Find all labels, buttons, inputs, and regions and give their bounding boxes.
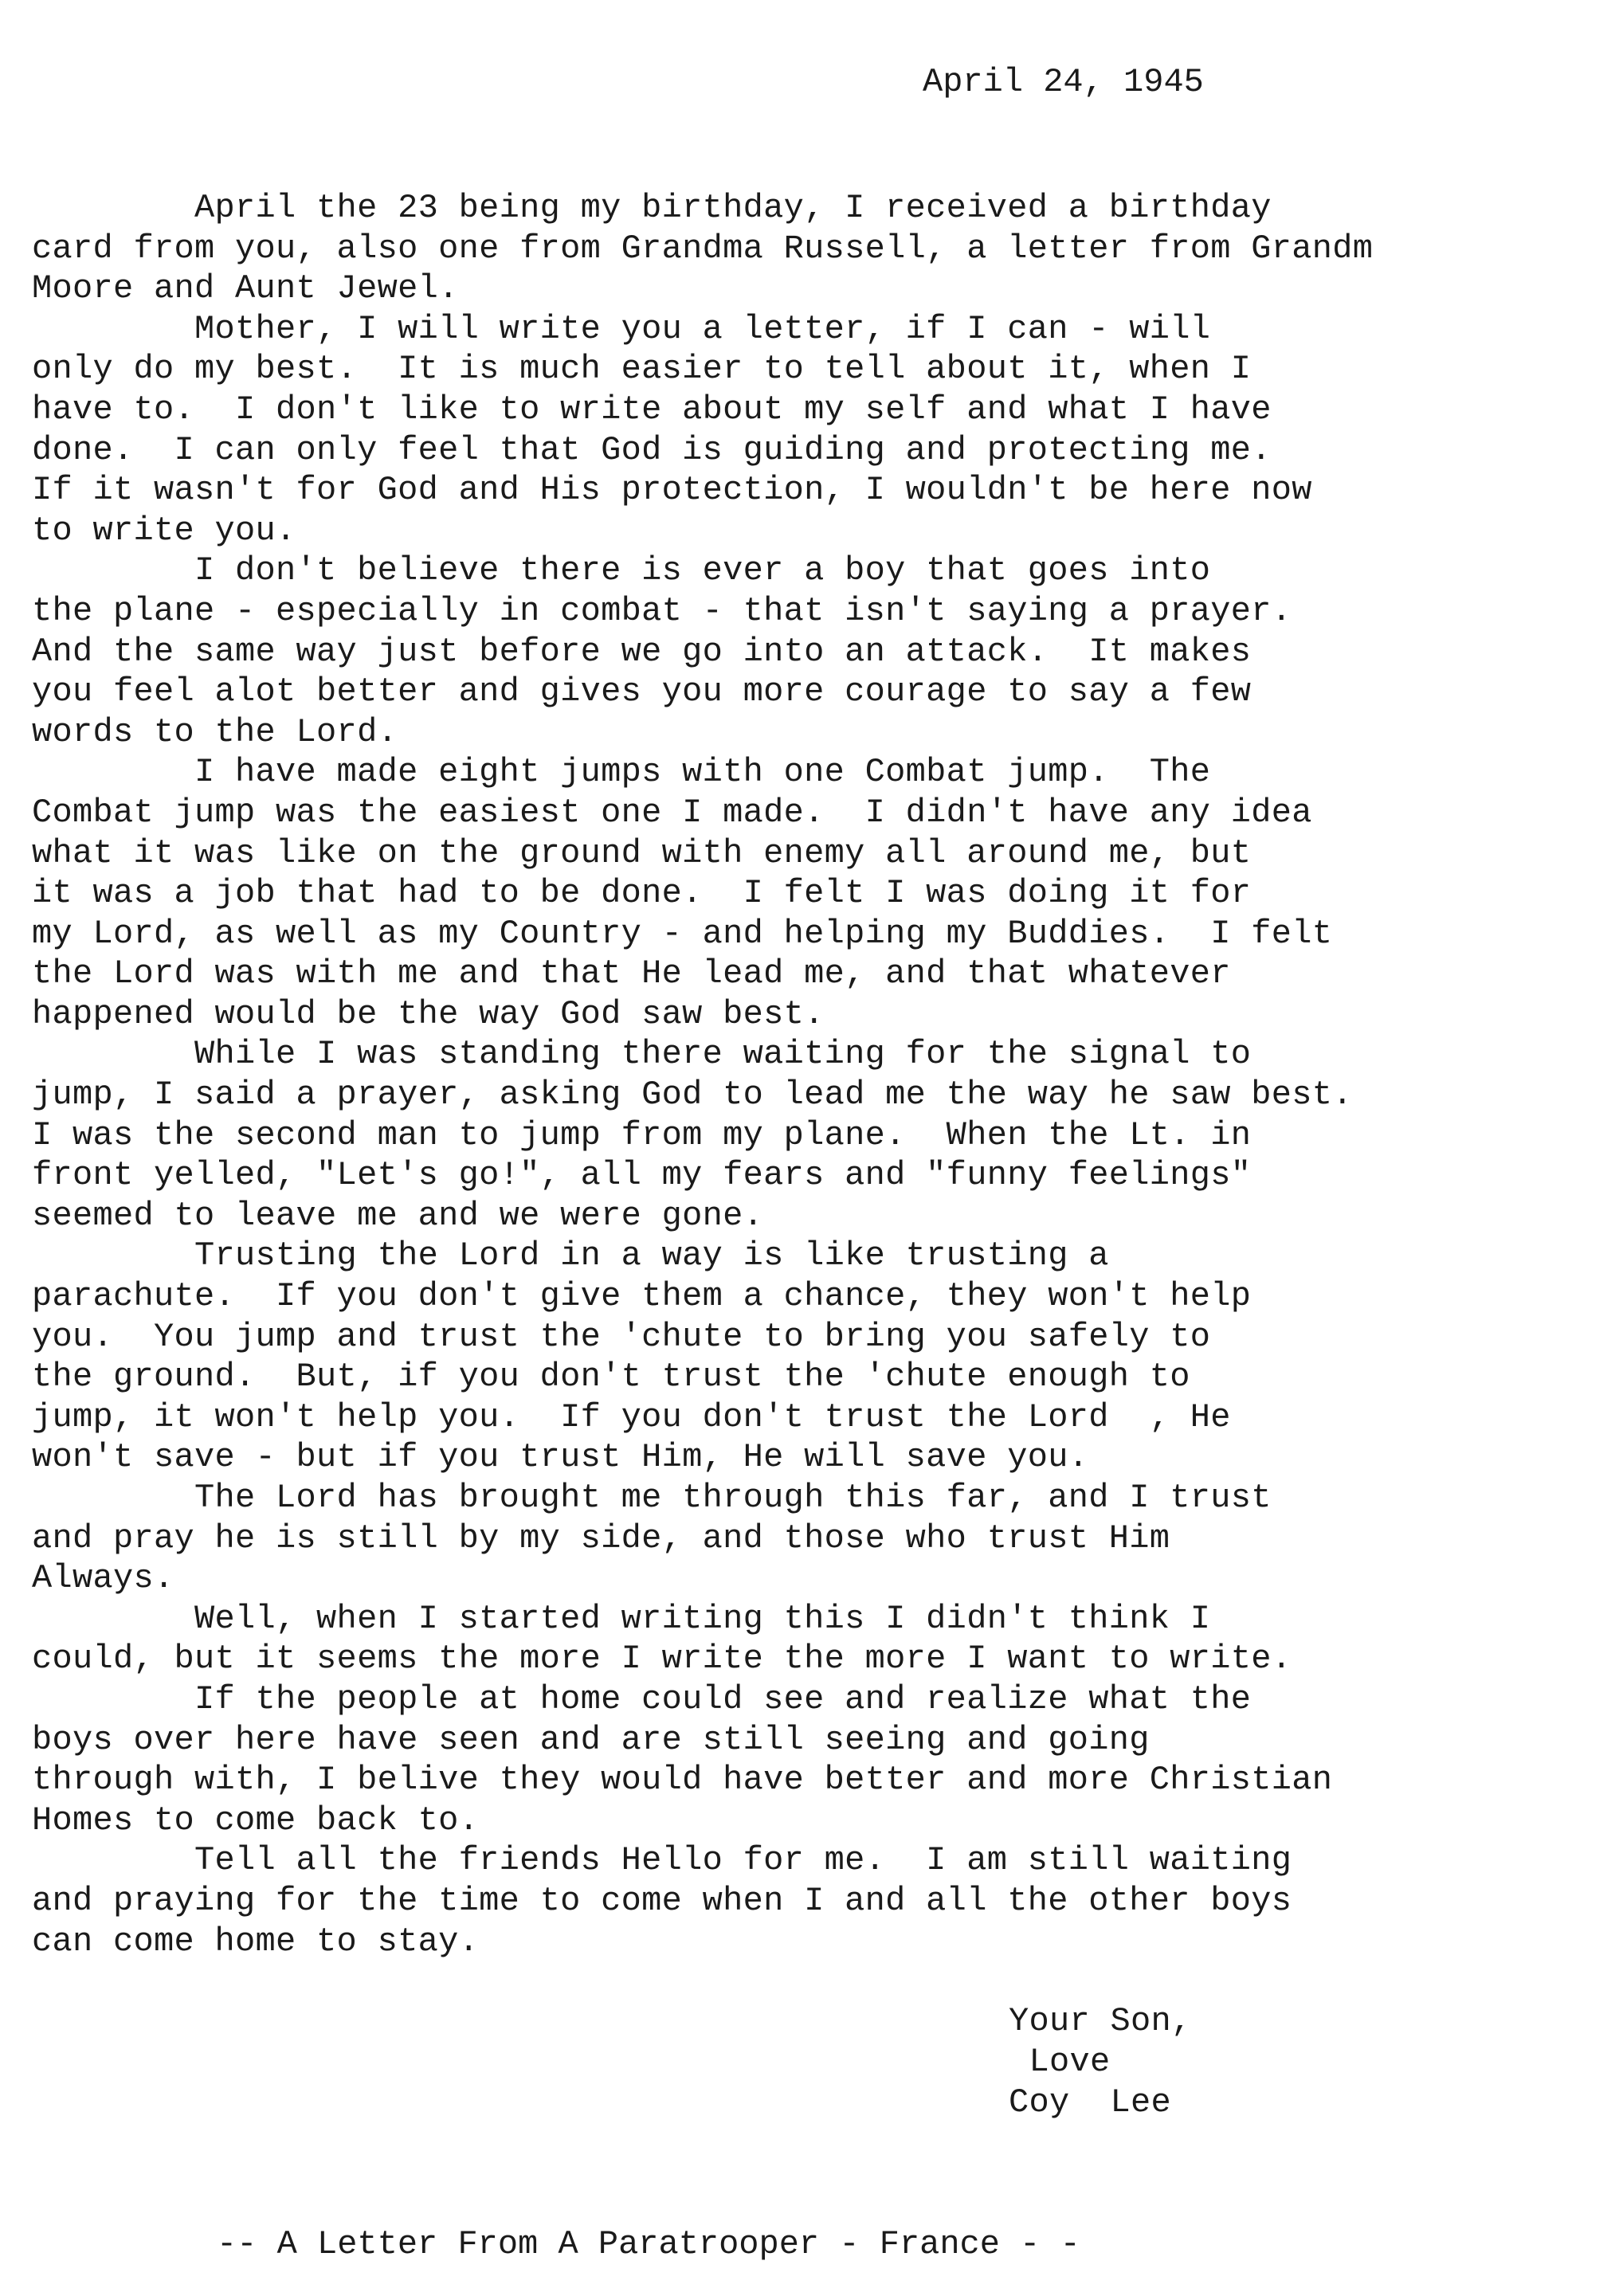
- body-line: And the same way just before we go into an attack. It makes: [32, 632, 1252, 671]
- body-line: boys over here have seen and are still seeing and going: [32, 1720, 1150, 1759]
- body-line: seemed to leave me and we were gone.: [32, 1196, 764, 1235]
- body-line: Combat jump was the easiest one I made. I didn't have any idea: [32, 793, 1312, 832]
- body-line: Homes to come back to.: [32, 1800, 480, 1840]
- body-line: I was the second man to jump from my plane. When the Lt. in: [32, 1115, 1252, 1154]
- body-line: I don't believe there is ever a boy that goes into: [32, 551, 1211, 590]
- signature-name: Coy Lee: [1009, 2083, 1172, 2122]
- body-line: card from you, also one from Grandma Russell, a letter from Grandm: [32, 229, 1374, 268]
- body-line: what it was like on the ground with enemy all around me, but: [32, 833, 1252, 872]
- body-line: you feel alot better and gives you more courage to say a few: [32, 672, 1252, 711]
- body-line: Tell all the friends Hello for me. I am still waiting: [32, 1841, 1292, 1880]
- body-line: I have made eight jumps with one Combat jump. The: [32, 753, 1211, 792]
- body-line: won't save - but if you trust Him, He will save you.: [32, 1438, 1089, 1477]
- body-line: have to. I don't like to write about my self and what I have: [32, 390, 1272, 429]
- body-line: While I was standing there waiting for the signal to: [32, 1035, 1252, 1074]
- body-line: done. I can only feel that God is guiding and protecting me.: [32, 430, 1272, 469]
- body-line: you. You jump and trust the 'chute to bring you safely to: [32, 1317, 1211, 1356]
- body-line: through with, I belive they would have better and more Christian: [32, 1761, 1333, 1800]
- body-line: front yelled, "Let's go!", all my fears and "funny feelings": [32, 1156, 1252, 1195]
- body-line: my Lord, as well as my Country - and helping my Buddies. I felt: [32, 914, 1333, 953]
- closing-love: Love: [1009, 2043, 1111, 2081]
- body-line: happened would be the way God saw best.: [32, 994, 825, 1033]
- body-line: jump, I said a prayer, asking God to lead me the way he saw best.: [32, 1076, 1353, 1115]
- body-line: jump, it won't help you. If you don't trust the Lord , He: [32, 1397, 1231, 1436]
- body-line: If it wasn't for God and His protection, I wouldn't be here now: [32, 471, 1312, 510]
- body-line: the ground. But, if you don't trust the 'chute enough to: [32, 1358, 1190, 1397]
- body-line: can come home to stay.: [32, 1922, 480, 1961]
- body-line: April the 23 being my birthday, I received a birthday: [32, 189, 1272, 227]
- body-line: Trusting the Lord in a way is like trusting a: [32, 1236, 1109, 1275]
- body-line: parachute. If you don't give them a chance, they won't help: [32, 1277, 1252, 1316]
- letter-body: [32, 188, 1609, 1961]
- body-line: to write you.: [32, 511, 296, 550]
- body-line: it was a job that had to be done. I felt I was doing it for: [32, 874, 1252, 913]
- body-line: The Lord has brought me through this far, and I trust: [32, 1479, 1272, 1517]
- letter-date: April 24, 1945: [923, 63, 1204, 101]
- closing-salutation: Your Son,: [1009, 2002, 1192, 2040]
- body-line: Always.: [32, 1559, 174, 1598]
- body-line: only do my best. It is much easier to tell about it, when I: [32, 350, 1252, 389]
- body-line: and pray he is still by my side, and those who trust Him: [32, 1518, 1170, 1557]
- body-line: the Lord was with me and that He lead me, and that whatever: [32, 954, 1231, 993]
- body-line: could, but it seems the more I write the more I want to write.: [32, 1640, 1292, 1679]
- body-line: and praying for the time to come when I and all the other boys: [32, 1881, 1292, 1920]
- body-line: words to the Lord.: [32, 712, 398, 751]
- body-line: If the people at home could see and realize what the: [32, 1679, 1252, 1718]
- body-line: Well, when I started writing this I didn't think I: [32, 1599, 1211, 1638]
- body-line: Moore and Aunt Jewel.: [32, 269, 459, 308]
- body-line: the plane - especially in combat - that isn't saying a prayer.: [32, 591, 1292, 630]
- letter-closing: [1009, 2001, 1192, 2123]
- letter-footer-caption: -- A Letter From A Paratrooper - France - -: [217, 2225, 1080, 2263]
- body-line: Mother, I will write you a letter, if I can - will: [32, 309, 1211, 348]
